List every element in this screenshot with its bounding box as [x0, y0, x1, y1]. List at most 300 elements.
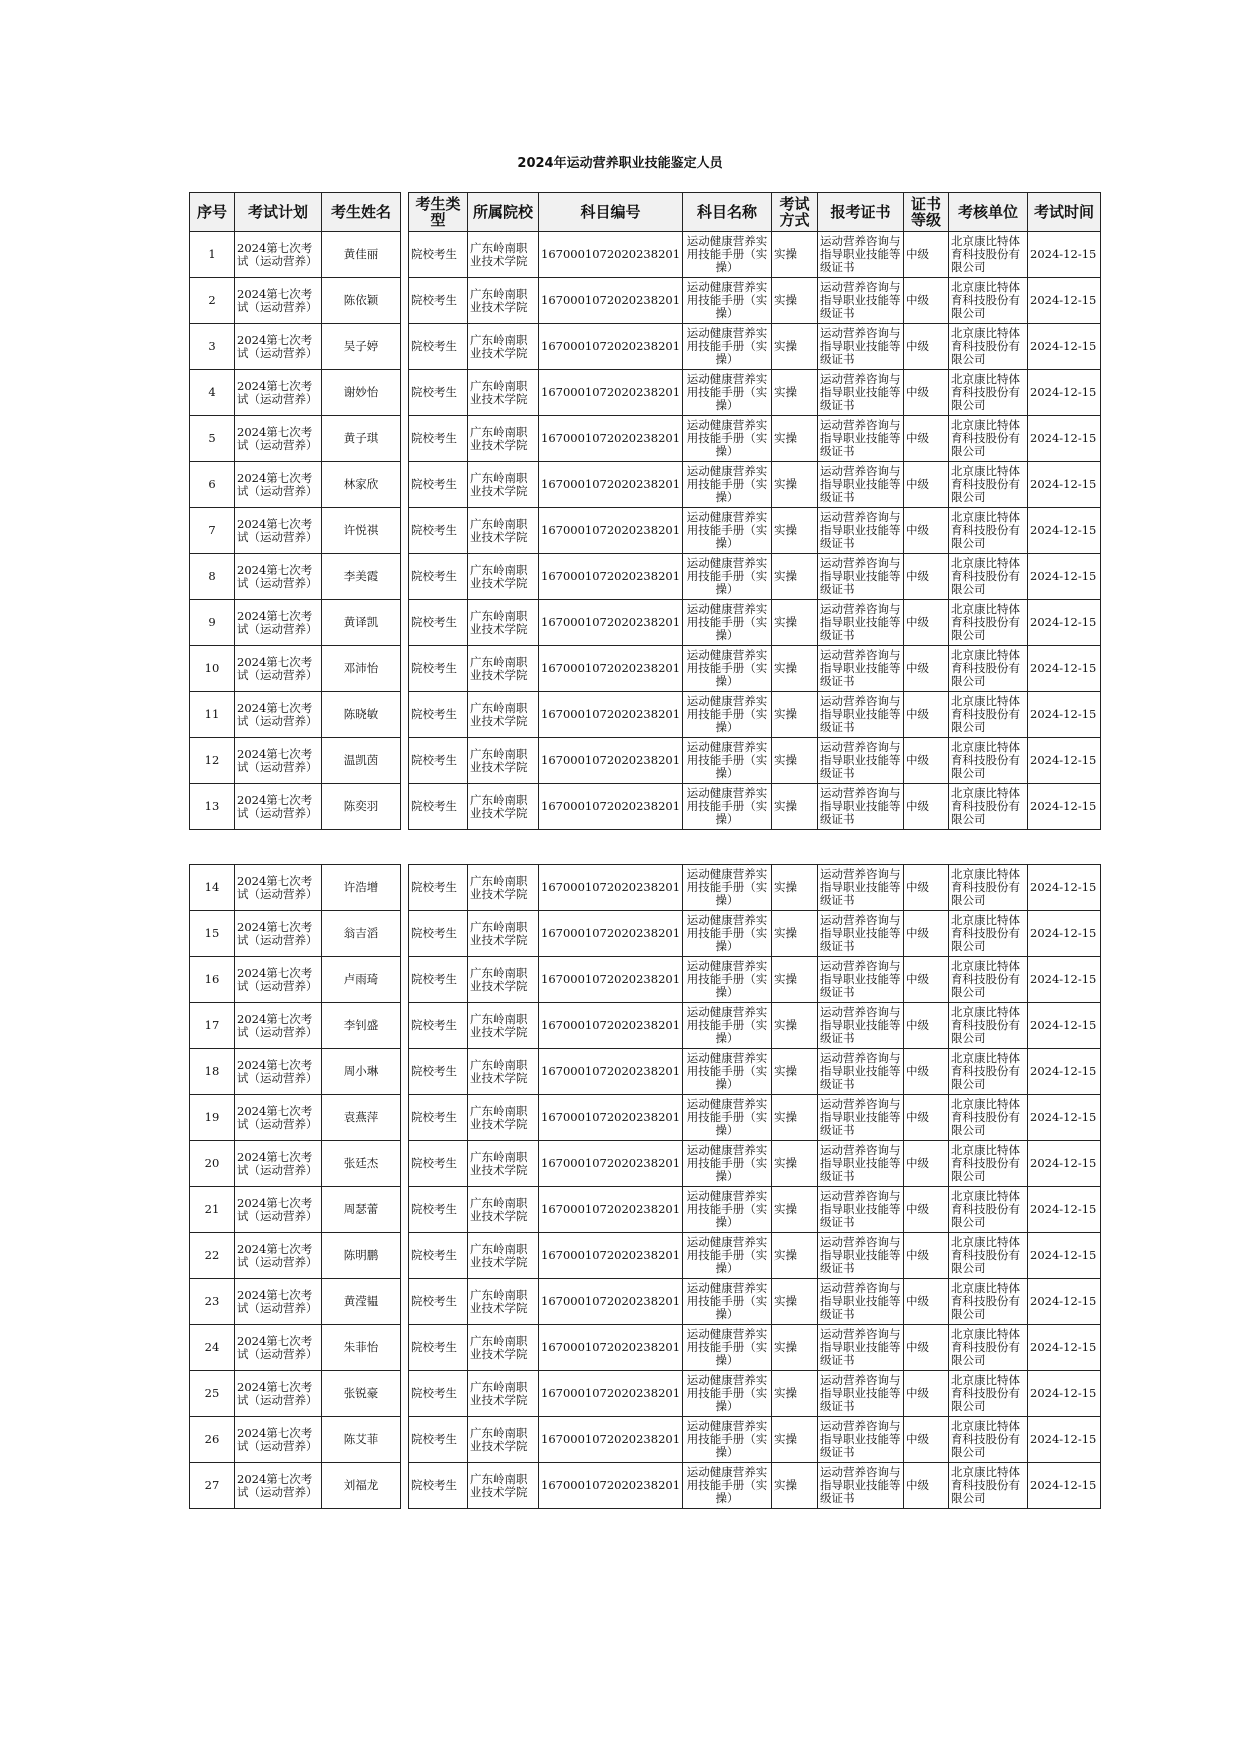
table-row [190, 865, 1101, 911]
cell-subject-code: 1670001072020238201 [539, 646, 683, 692]
cell-assessor: 北京康比特体育科技股份有限公司 [949, 370, 1028, 416]
cell-certificate: 运动营养咨询与指导职业技能等级证书 [818, 232, 904, 278]
cell-method: 实操 [772, 1049, 818, 1095]
cell-certificate: 运动营养咨询与指导职业技能等级证书 [818, 1095, 904, 1141]
cell-method: 实操 [772, 738, 818, 784]
cell-assessor: 北京康比特体育科技股份有限公司 [949, 911, 1028, 957]
cell-date: 2024-12-15 [1028, 1325, 1101, 1371]
cell-type: 院校考生 [409, 508, 468, 554]
table-row [190, 1049, 1101, 1095]
cell-certificate: 运动营养咨询与指导职业技能等级证书 [818, 1325, 904, 1371]
cell-date: 2024-12-15 [1028, 911, 1101, 957]
table-row [190, 1187, 1101, 1233]
cell-date: 2024-12-15 [1028, 1095, 1101, 1141]
table-row [190, 957, 1101, 1003]
cell-subject-name: 运动健康营养实用技能手册（实操） [683, 600, 772, 646]
cell-level: 中级 [904, 1233, 949, 1279]
cell-method: 实操 [772, 554, 818, 600]
cell-subject-code: 1670001072020238201 [539, 738, 683, 784]
cell-method: 实操 [772, 278, 818, 324]
cell-certificate: 运动营养咨询与指导职业技能等级证书 [818, 738, 904, 784]
cell-subject-code: 1670001072020238201 [539, 324, 683, 370]
cell-type: 院校考生 [409, 554, 468, 600]
cell-type: 院校考生 [409, 1325, 468, 1371]
cell-certificate: 运动营养咨询与指导职业技能等级证书 [818, 1233, 904, 1279]
table-row [190, 554, 1101, 600]
cell-subject-code: 1670001072020238201 [539, 865, 683, 911]
cell-school: 广东岭南职业技术学院 [468, 1187, 539, 1233]
table-row [190, 1095, 1101, 1141]
header-type: 考生类型 [409, 193, 468, 232]
column-separator [401, 193, 409, 232]
column-separator [401, 554, 409, 600]
cell-name: 翁吉滔 [322, 911, 401, 957]
cell-school: 广东岭南职业技术学院 [468, 600, 539, 646]
cell-plan: 2024第七次考试（运动营养） [235, 911, 322, 957]
cell-subject-name: 运动健康营养实用技能手册（实操） [683, 865, 772, 911]
column-separator [401, 278, 409, 324]
cell-name: 周瑟蕾 [322, 1187, 401, 1233]
cell-seq: 4 [190, 370, 235, 416]
cell-type: 院校考生 [409, 911, 468, 957]
header-level: 证书等级 [904, 193, 949, 232]
cell-method: 实操 [772, 370, 818, 416]
cell-subject-code: 1670001072020238201 [539, 1325, 683, 1371]
cell-name: 张廷杰 [322, 1141, 401, 1187]
cell-method: 实操 [772, 692, 818, 738]
cell-subject-code: 1670001072020238201 [539, 1187, 683, 1233]
cell-level: 中级 [904, 865, 949, 911]
table-header-row [190, 193, 1101, 232]
cell-name: 陈依颖 [322, 278, 401, 324]
cell-level: 中级 [904, 1279, 949, 1325]
cell-subject-code: 1670001072020238201 [539, 1049, 683, 1095]
cell-seq: 23 [190, 1279, 235, 1325]
cell-assessor: 北京康比特体育科技股份有限公司 [949, 1325, 1028, 1371]
cell-method: 实操 [772, 324, 818, 370]
cell-plan: 2024第七次考试（运动营养） [235, 1003, 322, 1049]
cell-method: 实操 [772, 462, 818, 508]
cell-level: 中级 [904, 1371, 949, 1417]
cell-plan: 2024第七次考试（运动营养） [235, 508, 322, 554]
table-row [190, 1141, 1101, 1187]
cell-school: 广东岭南职业技术学院 [468, 416, 539, 462]
cell-type: 院校考生 [409, 957, 468, 1003]
cell-school: 广东岭南职业技术学院 [468, 692, 539, 738]
cell-type: 院校考生 [409, 1049, 468, 1095]
cell-method: 实操 [772, 865, 818, 911]
cell-method: 实操 [772, 1417, 818, 1463]
cell-method: 实操 [772, 1371, 818, 1417]
header-assessor: 考核单位 [949, 193, 1028, 232]
header-plan: 考试计划 [235, 193, 322, 232]
cell-level: 中级 [904, 738, 949, 784]
cell-certificate: 运动营养咨询与指导职业技能等级证书 [818, 646, 904, 692]
cell-subject-name: 运动健康营养实用技能手册（实操） [683, 278, 772, 324]
cell-level: 中级 [904, 911, 949, 957]
cell-date: 2024-12-15 [1028, 232, 1101, 278]
cell-level: 中级 [904, 232, 949, 278]
column-separator [401, 1095, 409, 1141]
cell-date: 2024-12-15 [1028, 738, 1101, 784]
cell-method: 实操 [772, 232, 818, 278]
cell-seq: 7 [190, 508, 235, 554]
column-separator [401, 738, 409, 784]
table-row [190, 1417, 1101, 1463]
cell-method: 实操 [772, 957, 818, 1003]
cell-certificate: 运动营养咨询与指导职业技能等级证书 [818, 416, 904, 462]
column-separator [401, 911, 409, 957]
cell-type: 院校考生 [409, 1141, 468, 1187]
cell-school: 广东岭南职业技术学院 [468, 957, 539, 1003]
cell-name: 刘福龙 [322, 1463, 401, 1509]
table-row [190, 1325, 1101, 1371]
cell-assessor: 北京康比特体育科技股份有限公司 [949, 462, 1028, 508]
column-separator [401, 1279, 409, 1325]
table-row [190, 738, 1101, 784]
cell-plan: 2024第七次考试（运动营养） [235, 1049, 322, 1095]
cell-name: 黄滢韫 [322, 1279, 401, 1325]
cell-name: 李美霞 [322, 554, 401, 600]
cell-plan: 2024第七次考试（运动营养） [235, 232, 322, 278]
cell-name: 黄译凯 [322, 600, 401, 646]
cell-subject-code: 1670001072020238201 [539, 554, 683, 600]
cell-school: 广东岭南职业技术学院 [468, 1095, 539, 1141]
cell-type: 院校考生 [409, 646, 468, 692]
cell-school: 广东岭南职业技术学院 [468, 1371, 539, 1417]
cell-subject-code: 1670001072020238201 [539, 692, 683, 738]
cell-date: 2024-12-15 [1028, 692, 1101, 738]
cell-method: 实操 [772, 600, 818, 646]
cell-school: 广东岭南职业技术学院 [468, 865, 539, 911]
cell-level: 中级 [904, 957, 949, 1003]
cell-subject-name: 运动健康营养实用技能手册（实操） [683, 1141, 772, 1187]
cell-assessor: 北京康比特体育科技股份有限公司 [949, 692, 1028, 738]
cell-subject-name: 运动健康营养实用技能手册（实操） [683, 911, 772, 957]
cell-date: 2024-12-15 [1028, 1279, 1101, 1325]
cell-certificate: 运动营养咨询与指导职业技能等级证书 [818, 957, 904, 1003]
cell-certificate: 运动营养咨询与指导职业技能等级证书 [818, 1417, 904, 1463]
cell-plan: 2024第七次考试（运动营养） [235, 692, 322, 738]
cell-subject-code: 1670001072020238201 [539, 600, 683, 646]
cell-seq: 2 [190, 278, 235, 324]
cell-type: 院校考生 [409, 416, 468, 462]
cell-seq: 8 [190, 554, 235, 600]
cell-date: 2024-12-15 [1028, 462, 1101, 508]
cell-assessor: 北京康比特体育科技股份有限公司 [949, 1279, 1028, 1325]
cell-plan: 2024第七次考试（运动营养） [235, 1187, 322, 1233]
cell-assessor: 北京康比特体育科技股份有限公司 [949, 784, 1028, 830]
cell-plan: 2024第七次考试（运动营养） [235, 278, 322, 324]
cell-name: 陈奕羽 [322, 784, 401, 830]
table-row [190, 1233, 1101, 1279]
cell-plan: 2024第七次考试（运动营养） [235, 370, 322, 416]
cell-assessor: 北京康比特体育科技股份有限公司 [949, 1371, 1028, 1417]
cell-type: 院校考生 [409, 1003, 468, 1049]
column-separator [401, 957, 409, 1003]
cell-subject-code: 1670001072020238201 [539, 1463, 683, 1509]
cell-type: 院校考生 [409, 600, 468, 646]
cell-subject-name: 运动健康营养实用技能手册（实操） [683, 1371, 772, 1417]
cell-certificate: 运动营养咨询与指导职业技能等级证书 [818, 1141, 904, 1187]
cell-name: 林家欣 [322, 462, 401, 508]
table-body-part-2 [190, 865, 1101, 1509]
cell-subject-name: 运动健康营养实用技能手册（实操） [683, 1463, 772, 1509]
cell-certificate: 运动营养咨询与指导职业技能等级证书 [818, 1049, 904, 1095]
cell-subject-name: 运动健康营养实用技能手册（实操） [683, 1325, 772, 1371]
cell-subject-code: 1670001072020238201 [539, 370, 683, 416]
cell-seq: 27 [190, 1463, 235, 1509]
header-certificate: 报考证书 [818, 193, 904, 232]
cell-name: 周小琳 [322, 1049, 401, 1095]
cell-date: 2024-12-15 [1028, 646, 1101, 692]
cell-subject-name: 运动健康营养实用技能手册（实操） [683, 957, 772, 1003]
cell-date: 2024-12-15 [1028, 324, 1101, 370]
cell-plan: 2024第七次考试（运动营养） [235, 1417, 322, 1463]
page-title: 2024年运动营养职业技能鉴定人员 [517, 156, 723, 171]
cell-subject-code: 1670001072020238201 [539, 278, 683, 324]
personnel-table-part-2 [189, 864, 1101, 1509]
cell-assessor: 北京康比特体育科技股份有限公司 [949, 1049, 1028, 1095]
cell-seq: 19 [190, 1095, 235, 1141]
cell-level: 中级 [904, 1187, 949, 1233]
cell-type: 院校考生 [409, 462, 468, 508]
cell-subject-name: 运动健康营养实用技能手册（实操） [683, 1095, 772, 1141]
cell-seq: 25 [190, 1371, 235, 1417]
cell-subject-name: 运动健康营养实用技能手册（实操） [683, 1003, 772, 1049]
cell-level: 中级 [904, 462, 949, 508]
cell-level: 中级 [904, 1463, 949, 1509]
cell-seq: 14 [190, 865, 235, 911]
cell-type: 院校考生 [409, 1371, 468, 1417]
cell-level: 中级 [904, 784, 949, 830]
cell-school: 广东岭南职业技术学院 [468, 232, 539, 278]
cell-assessor: 北京康比特体育科技股份有限公司 [949, 278, 1028, 324]
cell-seq: 1 [190, 232, 235, 278]
header-seq: 序号 [190, 193, 235, 232]
header-date: 考试时间 [1028, 193, 1101, 232]
cell-certificate: 运动营养咨询与指导职业技能等级证书 [818, 554, 904, 600]
cell-subject-code: 1670001072020238201 [539, 957, 683, 1003]
table-row [190, 646, 1101, 692]
cell-seq: 17 [190, 1003, 235, 1049]
cell-subject-name: 运动健康营养实用技能手册（实操） [683, 1233, 772, 1279]
cell-subject-code: 1670001072020238201 [539, 1279, 683, 1325]
table-row [190, 232, 1101, 278]
cell-assessor: 北京康比特体育科技股份有限公司 [949, 554, 1028, 600]
cell-name: 卢雨琦 [322, 957, 401, 1003]
cell-level: 中级 [904, 1049, 949, 1095]
cell-subject-name: 运动健康营养实用技能手册（实操） [683, 692, 772, 738]
cell-method: 实操 [772, 1141, 818, 1187]
cell-certificate: 运动营养咨询与指导职业技能等级证书 [818, 278, 904, 324]
cell-level: 中级 [904, 1325, 949, 1371]
cell-subject-code: 1670001072020238201 [539, 1141, 683, 1187]
cell-name: 邓沛怡 [322, 646, 401, 692]
cell-name: 许悦祺 [322, 508, 401, 554]
cell-seq: 5 [190, 416, 235, 462]
cell-plan: 2024第七次考试（运动营养） [235, 600, 322, 646]
cell-method: 实操 [772, 1233, 818, 1279]
table-row [190, 508, 1101, 554]
cell-date: 2024-12-15 [1028, 1417, 1101, 1463]
cell-plan: 2024第七次考试（运动营养） [235, 1141, 322, 1187]
cell-assessor: 北京康比特体育科技股份有限公司 [949, 600, 1028, 646]
cell-method: 实操 [772, 1463, 818, 1509]
cell-subject-code: 1670001072020238201 [539, 462, 683, 508]
cell-seq: 22 [190, 1233, 235, 1279]
cell-type: 院校考生 [409, 738, 468, 784]
cell-level: 中级 [904, 554, 949, 600]
cell-subject-name: 运动健康营养实用技能手册（实操） [683, 784, 772, 830]
cell-assessor: 北京康比特体育科技股份有限公司 [949, 738, 1028, 784]
table-row [190, 278, 1101, 324]
cell-seq: 26 [190, 1417, 235, 1463]
cell-level: 中级 [904, 278, 949, 324]
cell-date: 2024-12-15 [1028, 1049, 1101, 1095]
cell-subject-name: 运动健康营养实用技能手册（实操） [683, 1417, 772, 1463]
cell-level: 中级 [904, 508, 949, 554]
cell-assessor: 北京康比特体育科技股份有限公司 [949, 324, 1028, 370]
cell-subject-code: 1670001072020238201 [539, 1417, 683, 1463]
cell-assessor: 北京康比特体育科技股份有限公司 [949, 1095, 1028, 1141]
cell-school: 广东岭南职业技术学院 [468, 508, 539, 554]
cell-subject-code: 1670001072020238201 [539, 416, 683, 462]
cell-plan: 2024第七次考试（运动营养） [235, 554, 322, 600]
cell-plan: 2024第七次考试（运动营养） [235, 1279, 322, 1325]
cell-seq: 18 [190, 1049, 235, 1095]
column-separator [401, 1187, 409, 1233]
cell-level: 中级 [904, 370, 949, 416]
column-separator [401, 508, 409, 554]
cell-subject-name: 运动健康营养实用技能手册（实操） [683, 232, 772, 278]
cell-subject-code: 1670001072020238201 [539, 911, 683, 957]
cell-name: 许浩增 [322, 865, 401, 911]
cell-seq: 24 [190, 1325, 235, 1371]
cell-subject-name: 运动健康营养实用技能手册（实操） [683, 1187, 772, 1233]
cell-plan: 2024第七次考试（运动营养） [235, 416, 322, 462]
cell-school: 广东岭南职业技术学院 [468, 324, 539, 370]
cell-date: 2024-12-15 [1028, 1141, 1101, 1187]
cell-name: 温凯茵 [322, 738, 401, 784]
cell-certificate: 运动营养咨询与指导职业技能等级证书 [818, 508, 904, 554]
column-separator [401, 232, 409, 278]
table-row [190, 324, 1101, 370]
column-separator [401, 1233, 409, 1279]
cell-date: 2024-12-15 [1028, 865, 1101, 911]
cell-level: 中级 [904, 646, 949, 692]
cell-assessor: 北京康比特体育科技股份有限公司 [949, 865, 1028, 911]
cell-date: 2024-12-15 [1028, 554, 1101, 600]
cell-method: 实操 [772, 508, 818, 554]
cell-date: 2024-12-15 [1028, 1463, 1101, 1509]
cell-type: 院校考生 [409, 370, 468, 416]
cell-school: 广东岭南职业技术学院 [468, 1233, 539, 1279]
cell-subject-code: 1670001072020238201 [539, 784, 683, 830]
column-separator [401, 1417, 409, 1463]
cell-certificate: 运动营养咨询与指导职业技能等级证书 [818, 1187, 904, 1233]
cell-type: 院校考生 [409, 278, 468, 324]
column-separator [401, 324, 409, 370]
cell-school: 广东岭南职业技术学院 [468, 1417, 539, 1463]
cell-seq: 11 [190, 692, 235, 738]
cell-level: 中级 [904, 324, 949, 370]
cell-subject-name: 运动健康营养实用技能手册（实操） [683, 324, 772, 370]
cell-assessor: 北京康比特体育科技股份有限公司 [949, 1003, 1028, 1049]
cell-assessor: 北京康比特体育科技股份有限公司 [949, 416, 1028, 462]
header-subject-name: 科目名称 [683, 193, 772, 232]
cell-plan: 2024第七次考试（运动营养） [235, 1325, 322, 1371]
cell-method: 实操 [772, 1003, 818, 1049]
cell-name: 黄佳丽 [322, 232, 401, 278]
cell-type: 院校考生 [409, 1417, 468, 1463]
column-separator [401, 600, 409, 646]
cell-type: 院校考生 [409, 784, 468, 830]
cell-school: 广东岭南职业技术学院 [468, 1463, 539, 1509]
cell-school: 广东岭南职业技术学院 [468, 370, 539, 416]
cell-school: 广东岭南职业技术学院 [468, 646, 539, 692]
cell-date: 2024-12-15 [1028, 370, 1101, 416]
table-row [190, 1279, 1101, 1325]
table-row [190, 1003, 1101, 1049]
cell-plan: 2024第七次考试（运动营养） [235, 957, 322, 1003]
column-separator [401, 865, 409, 911]
column-separator [401, 692, 409, 738]
cell-school: 广东岭南职业技术学院 [468, 1325, 539, 1371]
cell-level: 中级 [904, 1417, 949, 1463]
cell-seq: 20 [190, 1141, 235, 1187]
cell-date: 2024-12-15 [1028, 600, 1101, 646]
cell-certificate: 运动营养咨询与指导职业技能等级证书 [818, 600, 904, 646]
cell-school: 广东岭南职业技术学院 [468, 462, 539, 508]
cell-certificate: 运动营养咨询与指导职业技能等级证书 [818, 1371, 904, 1417]
table-row [190, 692, 1101, 738]
cell-level: 中级 [904, 1095, 949, 1141]
cell-certificate: 运动营养咨询与指导职业技能等级证书 [818, 865, 904, 911]
cell-type: 院校考生 [409, 1187, 468, 1233]
column-separator [401, 1003, 409, 1049]
cell-plan: 2024第七次考试（运动营养） [235, 462, 322, 508]
cell-subject-code: 1670001072020238201 [539, 1233, 683, 1279]
cell-date: 2024-12-15 [1028, 508, 1101, 554]
cell-seq: 15 [190, 911, 235, 957]
cell-plan: 2024第七次考试（运动营养） [235, 1463, 322, 1509]
cell-type: 院校考生 [409, 1279, 468, 1325]
cell-plan: 2024第七次考试（运动营养） [235, 784, 322, 830]
cell-certificate: 运动营养咨询与指导职业技能等级证书 [818, 462, 904, 508]
cell-method: 实操 [772, 1325, 818, 1371]
column-separator [401, 416, 409, 462]
cell-name: 张锐豪 [322, 1371, 401, 1417]
table-body-part-1 [190, 232, 1101, 830]
header-method: 考试方式 [772, 193, 818, 232]
cell-assessor: 北京康比特体育科技股份有限公司 [949, 232, 1028, 278]
cell-assessor: 北京康比特体育科技股份有限公司 [949, 1187, 1028, 1233]
table-row [190, 370, 1101, 416]
cell-date: 2024-12-15 [1028, 1233, 1101, 1279]
cell-certificate: 运动营养咨询与指导职业技能等级证书 [818, 692, 904, 738]
cell-subject-name: 运动健康营养实用技能手册（实操） [683, 1049, 772, 1095]
table-row [190, 1371, 1101, 1417]
header-school: 所属院校 [468, 193, 539, 232]
cell-name: 朱菲怡 [322, 1325, 401, 1371]
column-separator [401, 784, 409, 830]
cell-school: 广东岭南职业技术学院 [468, 784, 539, 830]
cell-subject-name: 运动健康营养实用技能手册（实操） [683, 416, 772, 462]
column-separator [401, 1463, 409, 1509]
column-separator [401, 370, 409, 416]
cell-seq: 21 [190, 1187, 235, 1233]
